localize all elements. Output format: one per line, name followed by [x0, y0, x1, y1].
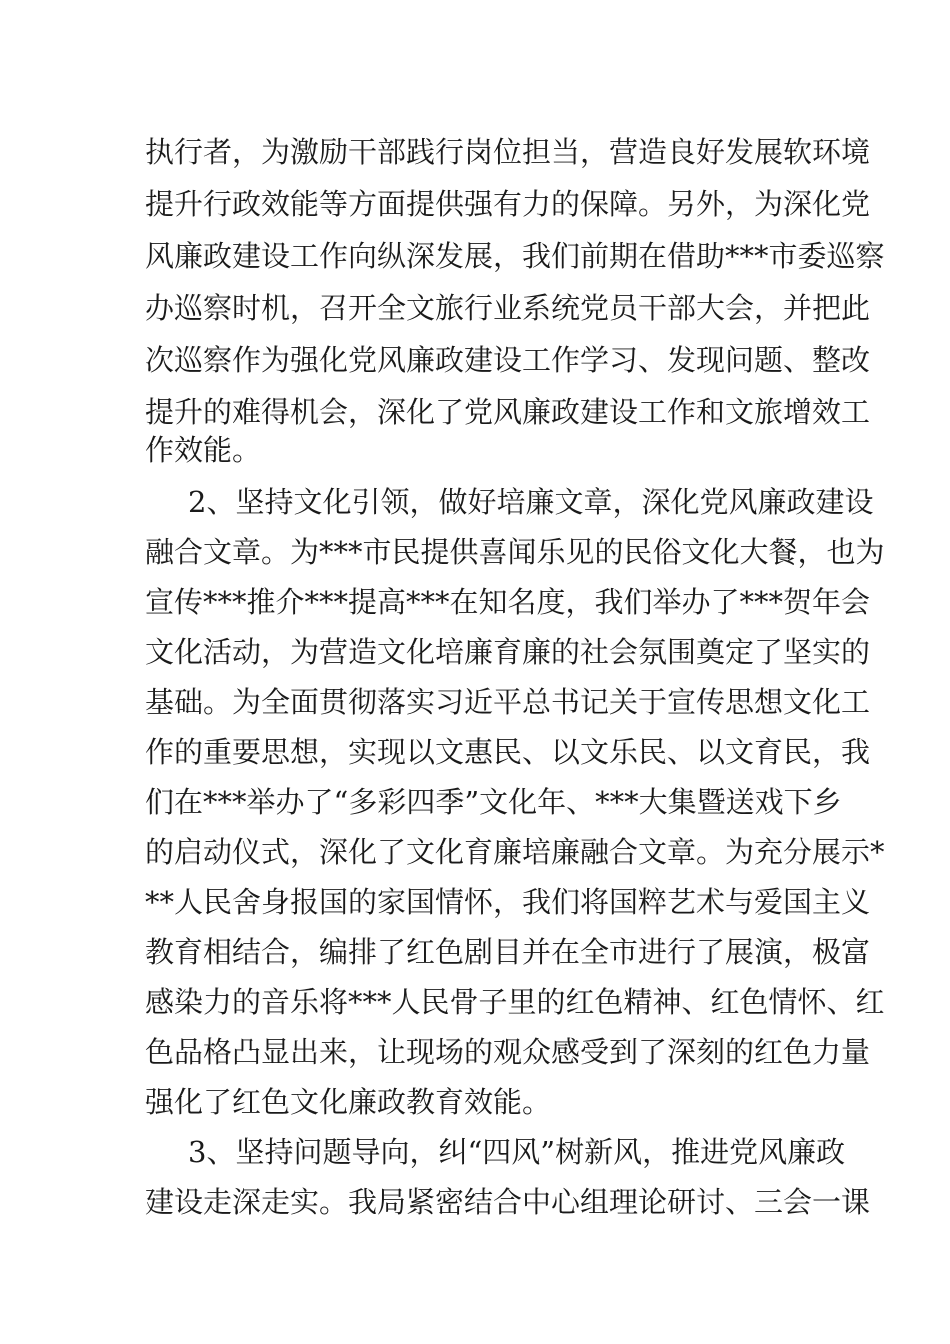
paragraph-2-heading-line: 2、坚持文化引领，做好培廉文章，深化党风廉政建设 [188, 485, 874, 519]
text-line: 作效能。 [145, 433, 262, 467]
paragraph-3-heading-line: 3、坚持问题导向，纠“四风”树新风，推进党风廉政 [188, 1135, 846, 1169]
text-line: 强化了红色文化廉政教育效能。 [145, 1085, 552, 1119]
text-line: 们在***举办了“多彩四季”文化年、***大集暨送戏下乡 [145, 785, 842, 819]
text-line: 融合文章。为***市民提供喜闻乐见的民俗文化大餐，也为 [145, 535, 885, 569]
text-line: 基础。为全面贯彻落实习近平总书记关于宣传思想文化工 [145, 685, 871, 719]
text-line: 的启动仪式，深化了文化育廉培廉融合文章。为充分展示* [145, 835, 885, 869]
text-line: 宣传***推介***提高***在知名度，我们举办了***贺年会 [145, 585, 871, 619]
text-line: 文化活动，为营造文化培廉育廉的社会氛围奠定了坚实的 [145, 635, 871, 669]
text-line: 风廉政建设工作向纵深发展，我们前期在借助***市委巡察 [145, 239, 885, 273]
text-line: 感染力的音乐将***人民骨子里的红色精神、红色情怀、红 [145, 985, 885, 1019]
text-line: 执行者，为激励干部践行岗位担当，营造良好发展软环境 [145, 135, 871, 169]
text-line: **人民舍身报国的家国情怀，我们将国粹艺术与爱国主义 [145, 885, 871, 919]
text-line: 提升的难得机会，深化了党风廉政建设工作和文旅增效工 [145, 395, 871, 429]
text-line: 建设走深走实。我局紧密结合中心组理论研讨、三会一课 [145, 1185, 871, 1219]
text-line: 教育相结合，编排了红色剧目并在全市进行了展演，极富 [145, 935, 871, 969]
text-line: 作的重要思想，实现以文惠民、以文乐民、以文育民，我 [145, 735, 871, 769]
text-line: 次巡察作为强化党风廉政建设工作学习、发现问题、整改 [145, 343, 871, 377]
text-line: 色品格凸显出来，让现场的观众感受到了深刻的红色力量 [145, 1035, 871, 1069]
text-line: 提升行政效能等方面提供强有力的保障。另外，为深化党 [145, 187, 871, 221]
text-line: 办巡察时机，召开全文旅行业系统党员干部大会，并把此 [145, 291, 871, 325]
